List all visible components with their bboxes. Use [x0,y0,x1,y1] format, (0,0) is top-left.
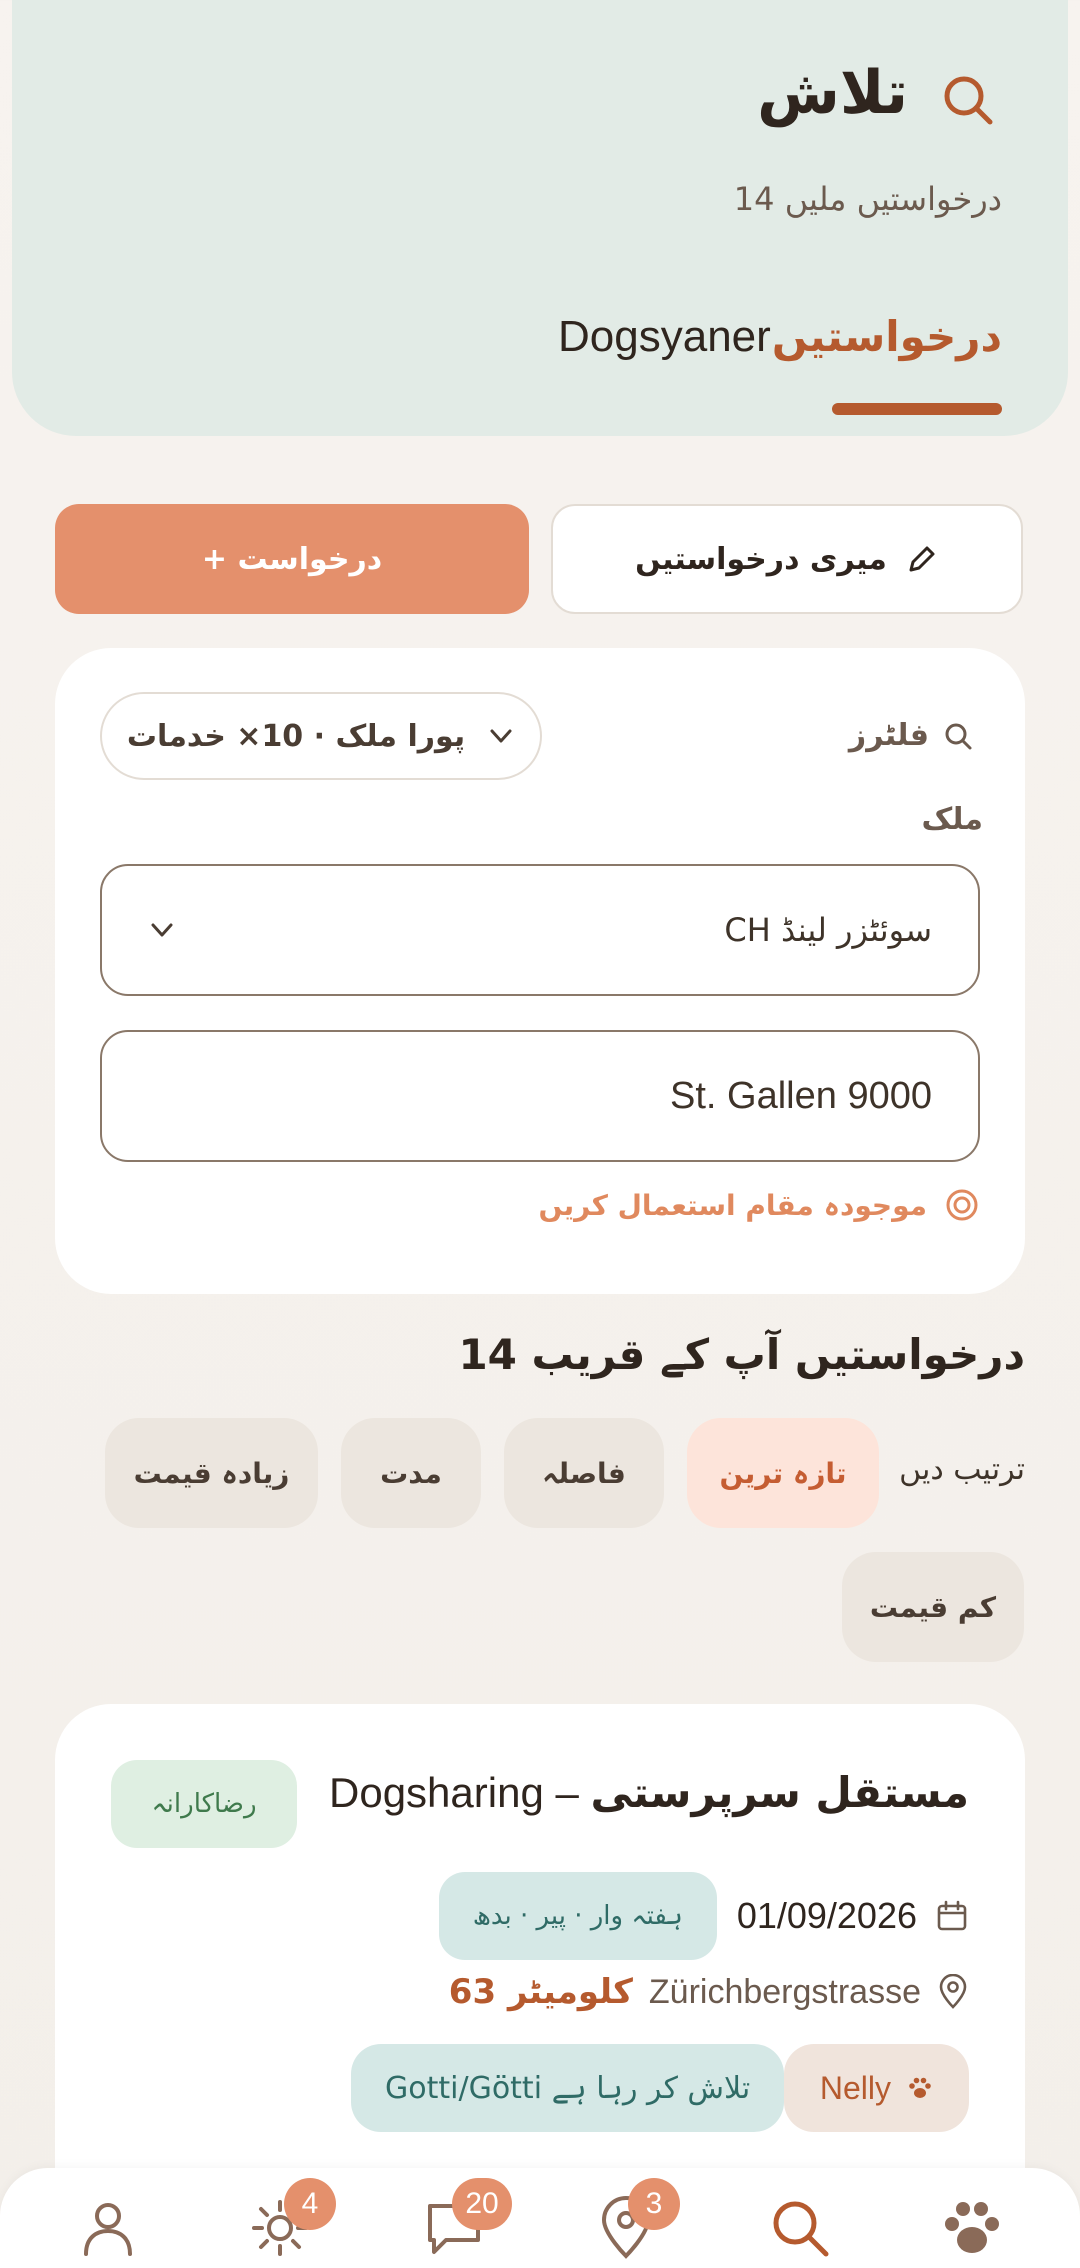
pencil-icon [905,542,939,576]
pet-chip[interactable] [784,2044,969,2132]
tab-requests[interactable]: درخواستیں [771,312,1002,361]
country-label: ملک [921,802,983,837]
location-pin-icon [937,1974,969,2010]
new-request-button[interactable]: + درخواست [55,504,529,614]
chat-badge: 20 [452,2178,512,2230]
request-title-service: Dogsharing – [329,1769,591,1816]
target-icon [945,1188,979,1222]
country-select[interactable] [100,864,980,996]
sort-label: ترتیب دیں [899,1452,1025,1487]
results-heading: 14 درخواستیں آپ کے قریب [458,1330,1025,1379]
bottom-navigation [0,2168,1080,2268]
chevron-down-icon [487,722,515,750]
date-row [439,1872,969,1960]
sort-chip-duration[interactable]: مدت [341,1418,481,1528]
search-nav-icon[interactable] [768,2196,832,2260]
request-distance: 63 کلومیٹر [448,1972,633,2012]
sort-chip-highest-price[interactable]: زیادہ قیمت [105,1418,318,1528]
filter-summary-dropdown[interactable] [100,692,542,780]
pet-name: Nelly [819,2069,891,2106]
my-requests-button[interactable] [551,504,1023,614]
use-location-label: موجودہ مقام استعمال کریں [538,1188,927,1222]
calendar-icon [935,1899,969,1933]
filters-label: فلٹرز [848,718,929,753]
chevron-down-icon [148,916,176,944]
profile-icon[interactable] [76,2196,140,2260]
page-title: تلاش [757,58,908,128]
my-requests-label: میری درخواستیں [635,541,887,577]
search-icon [940,72,996,128]
paw-nav-icon[interactable] [940,2196,1004,2260]
sort-chip-distance[interactable]: فاصلہ [504,1418,664,1528]
header [12,0,1068,436]
request-title [329,1768,969,1817]
schedule-pill: ہفتہ وار · پیر · بدھ [439,1872,717,1960]
request-title-type: مستقل سرپرستی [590,1768,969,1817]
active-tab-indicator [832,403,1002,415]
results-count: 14 درخواستیں ملیں [733,180,1002,218]
sort-chip-lowest-price[interactable]: کم قیمت [842,1552,1024,1662]
volunteer-badge: رضاکارانہ [111,1760,297,1848]
paw-icon [907,2075,933,2101]
country-value: CH سوئٹزر لینڈ [724,911,932,949]
sort-chip-newest[interactable]: تازہ ترین [687,1418,879,1528]
sun-badge: 4 [284,2178,336,2230]
location-row [449,1972,969,2012]
city-input[interactable]: St. Gallen 9000 [100,1030,980,1162]
filters-heading [849,718,973,753]
search-icon [943,721,973,751]
use-current-location-link[interactable] [538,1188,979,1222]
request-date: 01/09/2026 [736,1895,917,1936]
filter-card [55,648,1025,1294]
seeking-chip: Gotti/Götti تلاش کر رہا ہے [351,2044,784,2132]
filter-summary-text: پورا ملک · 10× خدمات [126,718,466,754]
tab-dogsyaner[interactable]: Dogsyaner [558,312,771,361]
request-street: Zürichbergstrasse [648,1972,921,2011]
location-badge: 3 [628,2178,680,2230]
